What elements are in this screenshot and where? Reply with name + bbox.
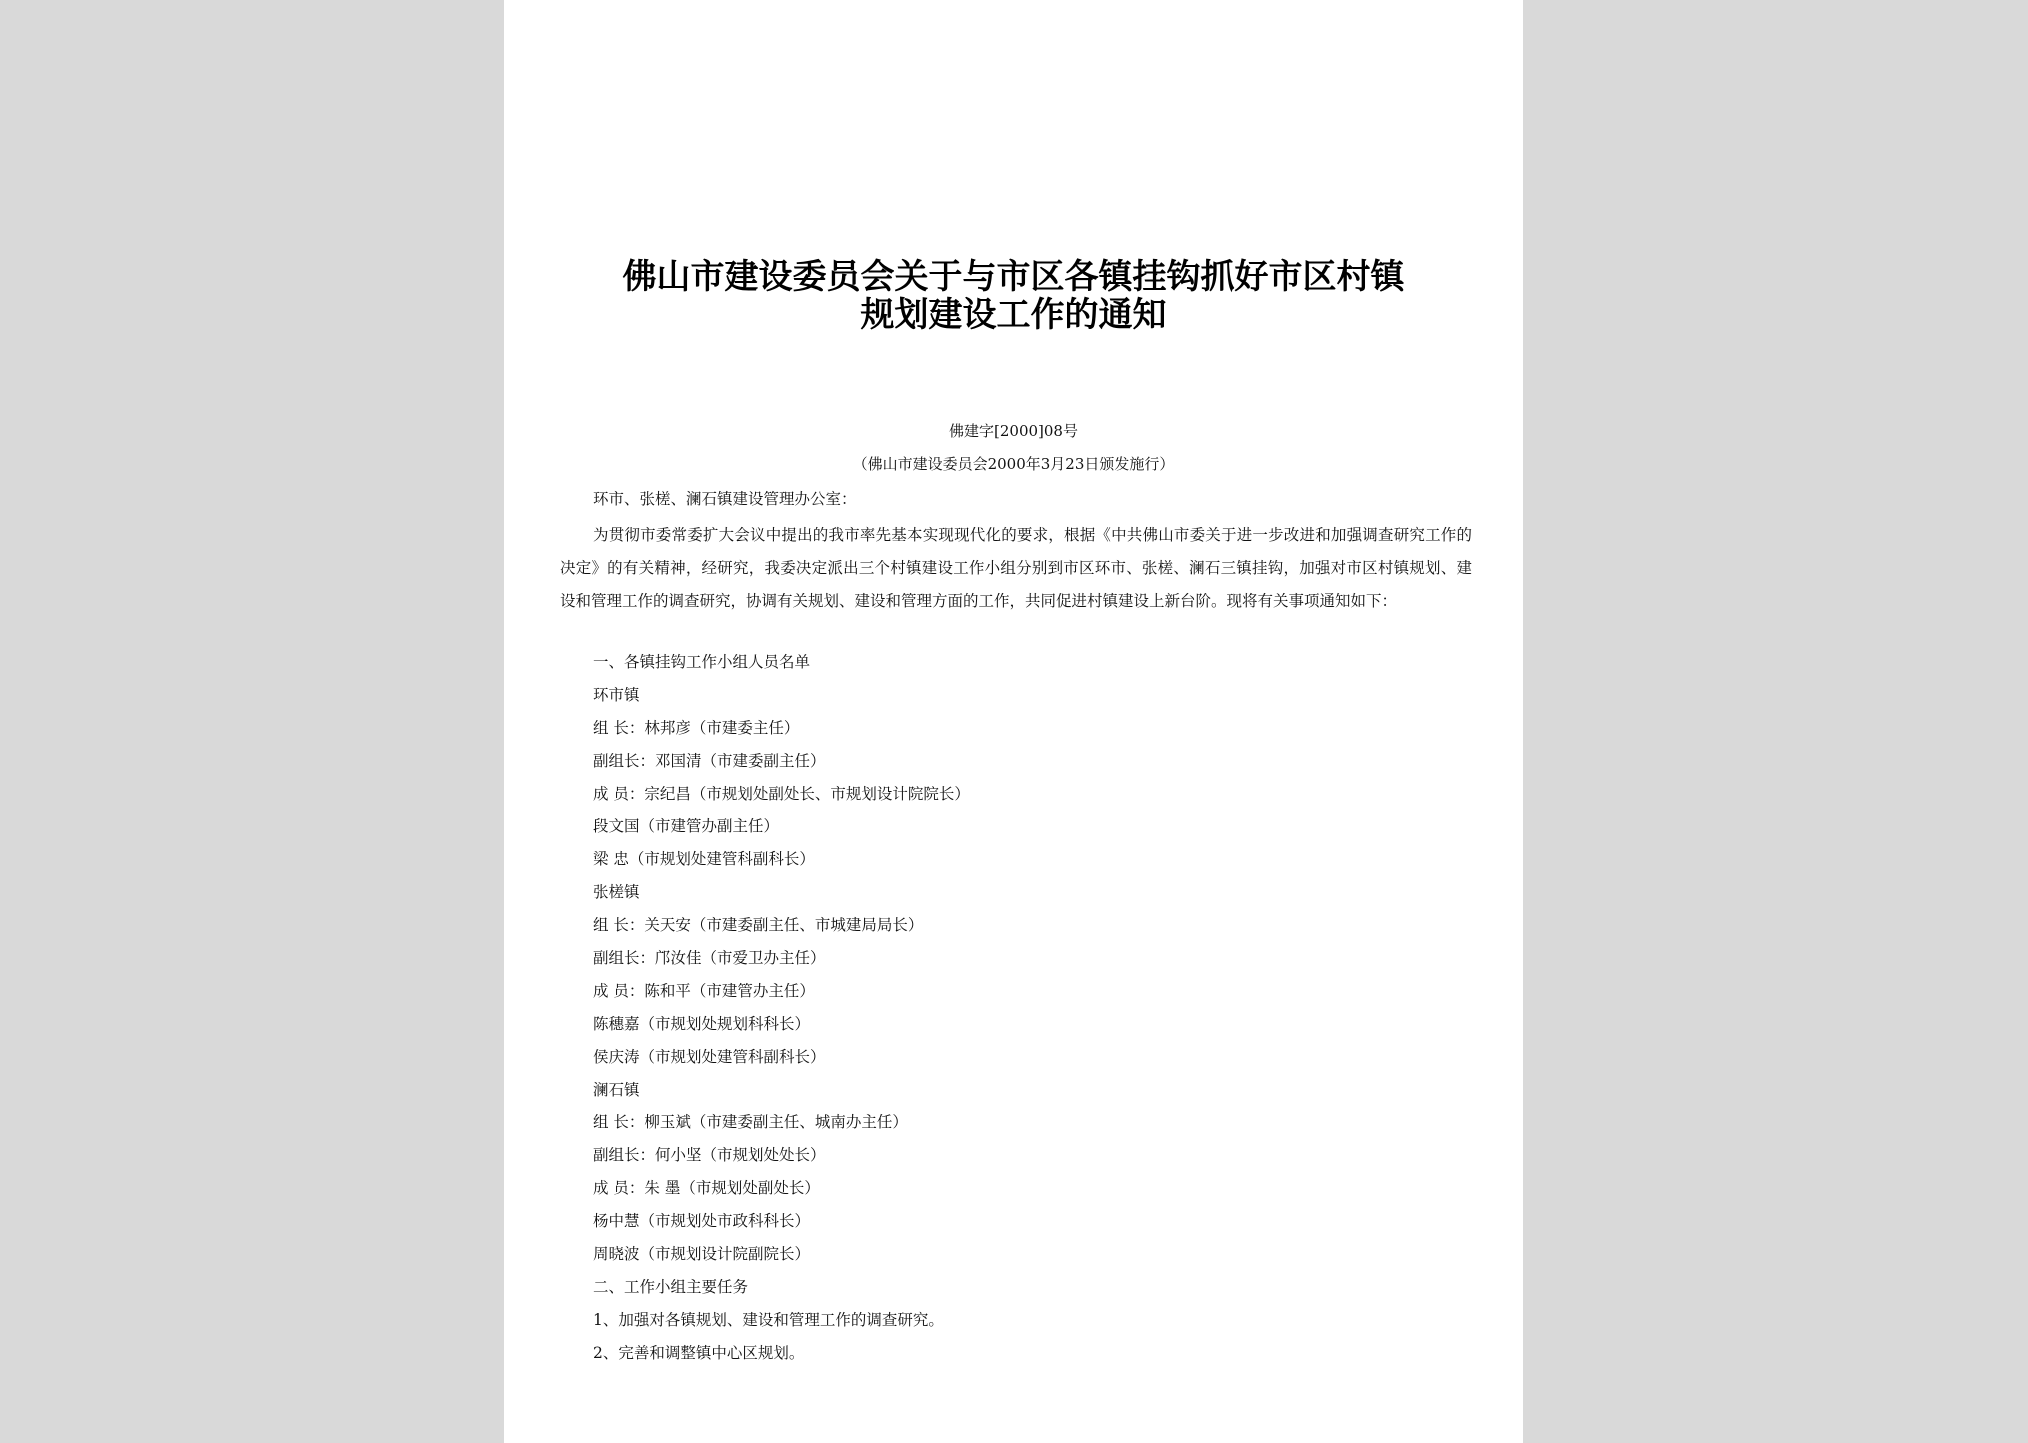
member-line: 成 员：宗纪昌（市规划处副处长、市规划设计院院长） (593, 784, 970, 803)
member-line: 侯庆涛（市规划处建管科副科长） (593, 1047, 826, 1066)
body-lines (593, 646, 970, 1370)
town-name: 张槎镇 (593, 883, 640, 902)
document-page (504, 0, 1523, 1443)
member-line: 副组长：邝汝佳（市爱卫办主任） (593, 949, 826, 968)
member-line: 组 长：林邦彦（市建委主任） (593, 718, 800, 737)
member-line: 梁 忠（市规划处建管科副科长） (593, 850, 815, 869)
section-heading: 二、工作小组主要任务 (593, 1277, 749, 1296)
document-number: 佛建字[2000]08号 (949, 422, 1078, 440)
member-line: 段文国（市建管办副主任） (593, 817, 780, 836)
member-line: 成 员：朱 墨（市规划处副处长） (593, 1179, 820, 1198)
member-line: 成 员：陈和平（市建管办主任） (593, 981, 815, 1000)
member-line: 杨中慧（市规划处市政科科长） (593, 1212, 811, 1231)
document-title (504, 258, 1523, 334)
title-line-2: 规划建设工作的通知 (860, 295, 1167, 335)
task-item: 2、完善和调整镇中心区规划。 (593, 1343, 805, 1362)
member-line: 陈穗嘉（市规划处规划科科长） (593, 1014, 811, 1033)
member-line: 副组长：邓国清（市建委副主任） (593, 751, 826, 770)
intro-paragraph: 为贯彻市委常委扩大会议中提出的我市率先基本实现现代化的要求，根据《中共佛山市委关于进一步改进和加强调查研究工作的决定》的有关精神，经研究，我委决定派出三个村镇建设工作小组分别到市区环市、张槎、澜石三镇挂钩，加强对市区村镇规划、建设和管理工作的调查研究，协调有关规划、建设和管理方面的工作，共同促进村镇建设上新台阶。现将有关事项通知如下： (560, 526, 1472, 610)
title-line-1: 佛山市建设委员会关于与市区各镇挂钩抓好市区村镇 (622, 257, 1405, 297)
town-name: 环市镇 (593, 685, 640, 704)
member-line: 组 长：柳玉斌（市建委副主任、城南办主任） (593, 1113, 908, 1132)
town-name: 澜石镇 (593, 1080, 640, 1099)
task-item: 1、加强对各镇规划、建设和管理工作的调查研究。 (593, 1310, 944, 1329)
member-line: 周晓波（市规划设计院副院长） (593, 1245, 811, 1264)
section-heading: 一、各镇挂钩工作小组人员名单 (593, 653, 811, 671)
member-line: 组 长：关天安（市建委副主任、市城建局局长） (593, 916, 924, 935)
member-line: 副组长：何小坚（市规划处处长） (593, 1146, 826, 1165)
issue-note: （佛山市建设委员会2000年3月23日颁发施行） (852, 455, 1175, 473)
addressee: 环市、张槎、澜石镇建设管理办公室： (593, 490, 857, 508)
